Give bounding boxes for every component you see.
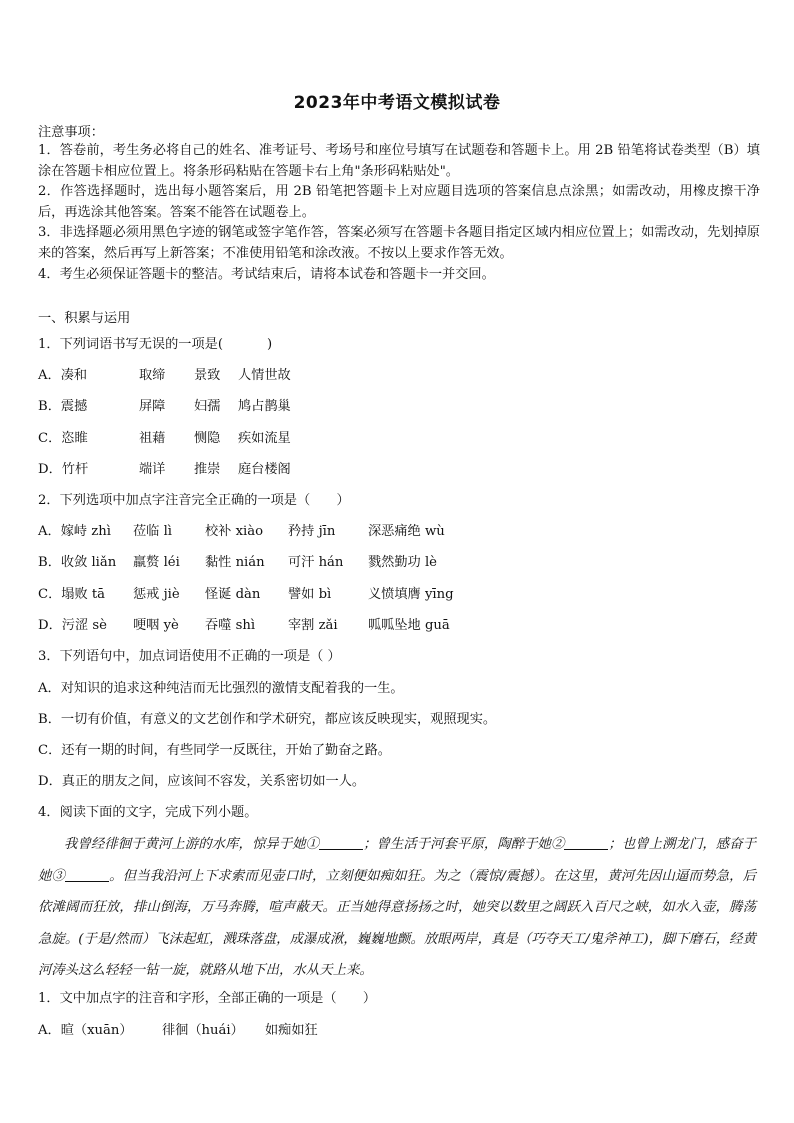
option-word: 妇孺 [194, 399, 221, 414]
option-word: 疾如流星 [238, 431, 291, 446]
question-1-stem [38, 333, 272, 352]
option-word: 矜持 jīn [288, 524, 336, 539]
notice-item: 3．非选择题必须用黑色字迹的钢笔或签字笔作答，答案必须写在答题卡各题目指定区域内相应位置上；如需改动，先划掉原来的答案，然后再写上新答案；不准使用铅笔和涂改液。不按以上要求作答无效。 [38, 225, 760, 261]
option-word: 羸赘 léi [133, 555, 180, 570]
reading-passage [38, 829, 756, 987]
option-word: 徘徊（huái） [162, 1023, 244, 1038]
option-word: 惩戒 jiè [133, 587, 180, 602]
passage-text: 。但当我沿河上下求索而见壶口时，立刻便如痴如狂。为之（震惊/震撼）。在这里，黄河先因山逼而势急，后依滩阔而狂放，排山倒海，万马奔腾，喧声蔽天。正当她得意扬扬之时，她突以数里之阔跃入百尺之峡，如水入壶，腾荡急旋。(于是/然而）飞沫起虹，溅珠落盘，成瀑成湫，巍巍地颤。放眼两岸，真是（巧夺天工/鬼斧神工)，脚下磨石，经黄河涛头这么轻轻一钻一旋，就路从地下出，水从天上来。 [38, 868, 756, 979]
question-1-option-d [38, 458, 291, 477]
option-word: A．暄（xuān） [38, 1023, 133, 1038]
option-word: B．收敛 liǎn [38, 555, 117, 570]
option-word: 深恶痛绝 wù [368, 524, 445, 539]
option-word: 怪诞 dàn [205, 587, 261, 602]
option-word: 如痴如狂 [265, 1023, 318, 1038]
question-4-sub1-option-a [38, 1019, 318, 1038]
option-word: 取缔 [139, 368, 166, 383]
question-1-option-c [38, 427, 291, 446]
option-word: A．凑和 [38, 368, 88, 383]
option-word: 吞噬 shì [205, 618, 256, 633]
answer-blank [65, 867, 109, 882]
option-word: 景致 [194, 368, 221, 383]
question-1-option-a [38, 364, 291, 383]
option-word: C．塌败 tā [38, 587, 106, 602]
question-3-option-a: A．对知识的追求这种纯洁而无比强烈的激情支配着我的一生。 [38, 681, 404, 696]
question-2-option-a [38, 520, 445, 539]
page-title: 2023年中考语文模拟试卷 [293, 93, 501, 113]
option-word: 可汗 hán [288, 555, 344, 570]
notice-item: 4．考生必须保证答题卡的整洁。考试结束后，请将本试卷和答题卡一并交回。 [38, 266, 495, 282]
question-stem-text: 1．下列词语书写无误的一项是( [38, 337, 223, 352]
option-word: 端详 [139, 462, 166, 477]
question-stem-end: ) [266, 337, 273, 352]
notice-item: 2．作答选择题时，选出每小题答案后，用 2B 铅笔把答题卡上对应题目选项的答案信息点涂黑；如需改动，用橡皮擦干净后，再选涂其他答案。答案不能答在试题卷上。 [38, 184, 760, 220]
question-3-option-c: C．还有一期的时间，有些同学一反既往，开始了勤奋之路。 [38, 743, 391, 758]
question-2-option-c [38, 583, 454, 602]
option-word: 呱呱坠地 guā [368, 618, 450, 633]
option-word: 推崇 [194, 462, 221, 477]
question-3-option-b: B．一切有价值，有意义的文艺创作和学术研究，都应该反映现实，观照现实。 [38, 712, 497, 727]
passage-text: ；曾生活于河套平原，陶醉于她② [363, 837, 565, 852]
passage-text: ；也曾上溯龙门，感奋于她③ [38, 837, 757, 884]
answer-blank [564, 835, 608, 850]
question-1-option-b [38, 395, 291, 414]
option-word: B．震撼 [38, 399, 88, 414]
option-word: 黏性 nián [205, 555, 265, 570]
question-2-stem: 2．下列选项中加点字注音完全正确的一项是（ ） [38, 493, 350, 508]
answer-blank [319, 835, 363, 850]
option-word: 人情世故 [238, 368, 291, 383]
option-word: 哽咽 yè [133, 618, 179, 633]
option-word: D．竹杆 [38, 462, 89, 477]
question-4-sub1-stem: 1．文中加点字的注音和字形，全部正确的一项是（ ） [38, 991, 377, 1006]
option-word: 譬如 bì [288, 587, 332, 602]
option-word: 祖藉 [139, 431, 166, 446]
question-3-option-d: D．真正的朋友之间，应该间不容发，关系密切如一人。 [38, 774, 366, 789]
option-word: 庭台楼阁 [238, 462, 291, 477]
notice-heading: 注意事项： [38, 125, 104, 140]
option-word: 恻隐 [194, 431, 221, 446]
option-word: 宰割 zǎi [288, 618, 338, 633]
option-word: A．嫁峙 zhì [38, 524, 111, 539]
notice-item: 1．答卷前，考生务必将自己的姓名、准考证号、考场号和座位号填写在试题卷和答题卡上。用 2B 铅笔将试卷类型（B）填涂在答题卡相应位置上。将条形码粘贴在答题卡右上角"条形码粘贴处"。 [38, 143, 760, 179]
option-word: 戮然勤功 lè [368, 555, 437, 570]
question-4-stem: 4．阅读下面的文字，完成下列小题。 [38, 805, 258, 820]
section-heading: 一、积累与运用 [38, 311, 131, 326]
option-word: 校补 xiào [205, 524, 264, 539]
option-word: 屏障 [139, 399, 166, 414]
question-2-option-b [38, 551, 437, 570]
option-word: 义愤填膺 yīng [368, 587, 454, 602]
question-3-stem: 3．下列语句中，加点词语使用不正确的一项是（ ） [38, 649, 341, 664]
option-word: 鸠占鹊巢 [238, 399, 291, 414]
option-word: C．恣睢 [38, 431, 88, 446]
passage-text: 我曾经徘徊于黄河上游的水库，惊异于她① [64, 837, 320, 852]
option-word: 莅临 lì [133, 524, 173, 539]
notice-block [38, 141, 760, 285]
question-2-option-d [38, 614, 450, 633]
option-word: D．污涩 sè [38, 618, 107, 633]
